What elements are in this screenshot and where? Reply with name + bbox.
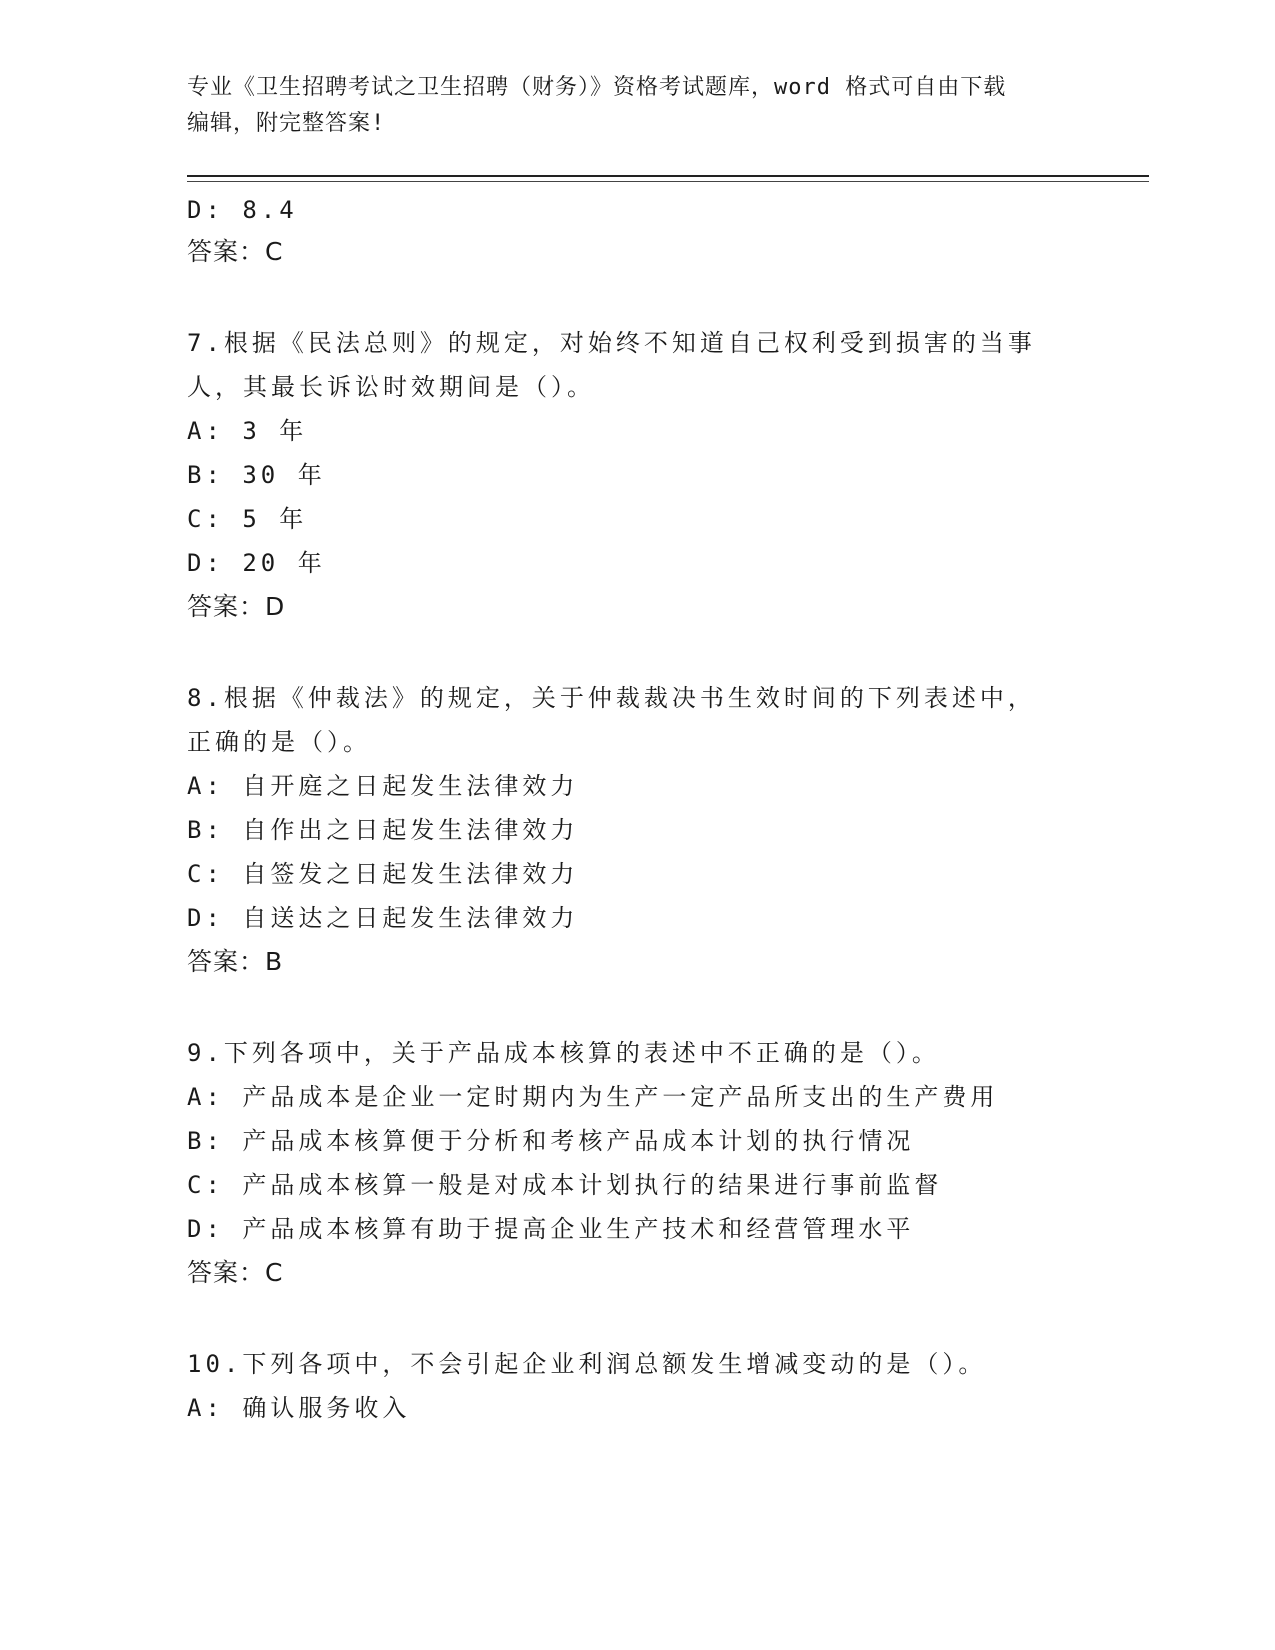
q7-option-b: B: 30 年 [187, 461, 326, 489]
q9-stem-line-1: 9.下列各项中，关于产品成本核算的表述中不正确的是（）。 [187, 1039, 940, 1067]
q9-option-a: A: 产品成本是企业一定时期内为生产一定产品所支出的生产费用 [187, 1083, 999, 1111]
q8-option-a: A: 自开庭之日起发生法律效力 [187, 772, 579, 800]
header-line-1: 专业《卫生招聘考试之卫生招聘（财务）》资格考试题库，word 格式可自由下载 [187, 75, 1007, 100]
header-line-2: 编辑，附完整答案! [187, 111, 386, 136]
q8-stem-line-2: 正确的是（）。 [187, 728, 371, 756]
header-divider-thin [187, 181, 1149, 182]
q7-option-d: D: 20 年 [187, 549, 326, 577]
q8-stem-line-1: 8.根据《仲裁法》的规定，关于仲裁裁决书生效时间的下列表述中， [187, 684, 1036, 712]
prev-option-d: D: 8.4 [187, 196, 298, 224]
q10-option-a: A: 确认服务收入 [187, 1394, 411, 1422]
q8-option-b: B: 自作出之日起发生法律效力 [187, 816, 579, 844]
q8-option-d: D: 自送达之日起发生法律效力 [187, 904, 579, 932]
q7-option-c: C: 5 年 [187, 505, 308, 533]
q7-stem-line-1: 7.根据《民法总则》的规定，对始终不知道自己权利受到损害的当事 [187, 329, 1036, 357]
q9-option-c: C: 产品成本核算一般是对成本计划执行的结果进行事前监督 [187, 1171, 943, 1199]
q8-option-c: C: 自签发之日起发生法律效力 [187, 860, 579, 888]
q9-answer: 答案：C [187, 1258, 284, 1287]
q8-answer: 答案：B [187, 947, 284, 976]
prev-answer: 答案：C [187, 237, 284, 266]
q9-option-b: B: 产品成本核算便于分析和考核产品成本计划的执行情况 [187, 1127, 915, 1155]
q7-stem-line-2: 人，其最长诉讼时效期间是（）。 [187, 373, 595, 401]
q9-option-d: D: 产品成本核算有助于提高企业生产技术和经营管理水平 [187, 1215, 915, 1243]
q7-option-a: A: 3 年 [187, 417, 308, 445]
header-divider-thick [187, 175, 1149, 177]
page-header [187, 70, 1087, 142]
q7-answer: 答案：D [187, 592, 286, 621]
q10-stem-line-1: 10.下列各项中，不会引起企业利润总额发生增减变动的是（）。 [187, 1350, 987, 1378]
